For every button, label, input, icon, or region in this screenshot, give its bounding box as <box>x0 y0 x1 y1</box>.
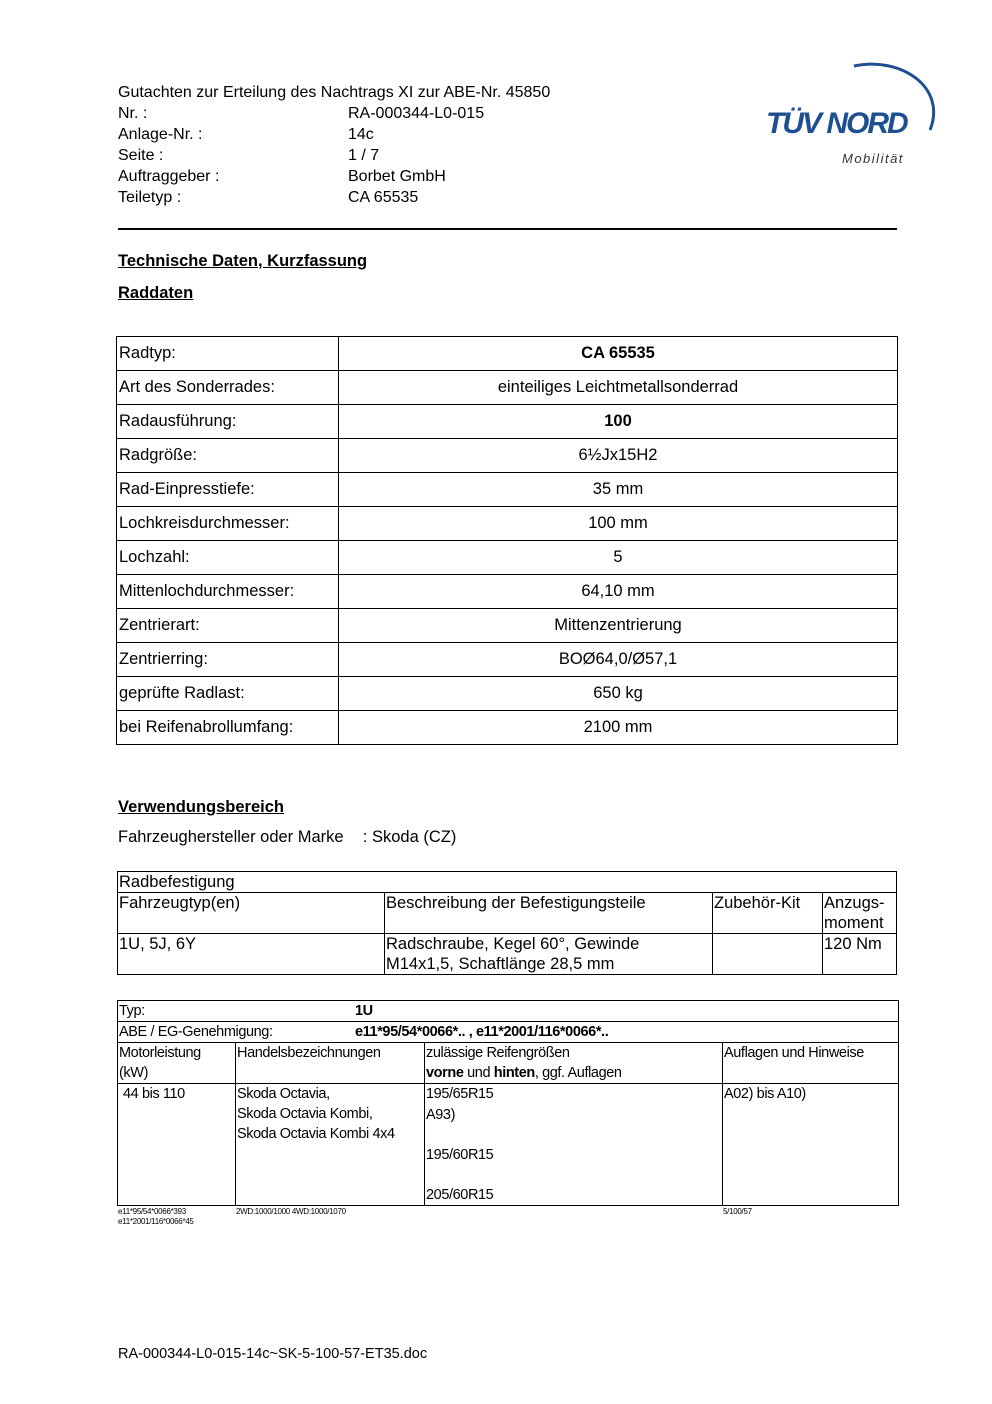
typ-row <box>118 1001 899 1022</box>
verwendung-title: Verwendungsbereich <box>118 798 284 816</box>
raddaten-label: Radtyp: <box>117 337 339 371</box>
raddaten-value: 6½Jx15H2 <box>339 439 898 473</box>
typ-footnote-1: e11*95/54*0066*393 e11*2001/116*0066*45 <box>118 1207 194 1226</box>
auflagen-value: A02) bis A10) <box>723 1084 899 1206</box>
section-subtitle: Raddaten <box>118 284 194 302</box>
typ-table <box>117 1000 899 1206</box>
col-motorleistung: Motorleistung (kW) <box>118 1043 236 1084</box>
raddaten-value: 650 kg <box>339 677 898 711</box>
logo-subtitle: Mobilität <box>842 151 904 166</box>
befestigung-table <box>117 871 897 975</box>
col-handelsbezeichnungen: Handelsbezeichnungen <box>236 1043 425 1084</box>
bef-header-kit: Zubehör-Kit <box>713 893 823 934</box>
raddaten-value: 5 <box>339 541 898 575</box>
hersteller-value: Skoda (CZ) <box>371 828 457 846</box>
bef-kit <box>713 934 823 975</box>
abe-row <box>118 1022 899 1043</box>
tuv-nord-logo <box>762 58 942 173</box>
header-field-anlage: Anlage-Nr. : 14c <box>118 126 374 143</box>
section-title: Technische Daten, Kurzfassung <box>118 252 368 270</box>
raddaten-row <box>117 439 898 473</box>
hersteller-sep: : <box>362 828 368 846</box>
raddaten-value: 2100 mm <box>339 711 898 745</box>
abe-label: ABE / EG-Genehmigung: <box>119 1024 273 1040</box>
bef-beschreibung: Radschraube, Kegel 60°, Gewinde M14x1,5, Schaftlänge 28,5 mm <box>385 934 713 975</box>
bef-header-beschreibung: Beschreibung der Befestigungsteile <box>385 893 713 934</box>
raddaten-value: einteiliges Leichtmetallsonderrad <box>339 371 898 405</box>
raddaten-row <box>117 643 898 677</box>
table-row <box>118 934 897 975</box>
bef-header-typ: Fahrzeugtyp(en) <box>118 893 385 934</box>
raddaten-value: 64,10 mm <box>339 575 898 609</box>
footer-filename: RA-000344-L0-015-14c~SK-5-100-57-ET35.doc <box>118 1346 428 1362</box>
raddaten-label: geprüfte Radlast: <box>117 677 339 711</box>
raddaten-row <box>117 337 898 371</box>
raddaten-value: 100 mm <box>339 507 898 541</box>
typ-footnote-4: 5/100/57 <box>723 1207 752 1216</box>
leistung-value: 44 bis 110 <box>118 1084 236 1206</box>
raddaten-row <box>117 541 898 575</box>
header-field-seite: Seite : 1 / 7 <box>118 147 380 164</box>
raddaten-value: BOØ64,0/Ø57,1 <box>339 643 898 677</box>
hersteller-line <box>118 828 456 847</box>
col-reifengroessen: zulässige Reifengrößen vorne und hinten, ggf. Auflagen <box>425 1043 723 1084</box>
raddaten-label: Zentrierring: <box>117 643 339 677</box>
hersteller-label: Fahrzeughersteller oder Marke <box>118 828 344 846</box>
raddaten-value: Mittenzentrierung <box>339 609 898 643</box>
document-header <box>118 82 550 208</box>
bef-typ: 1U, 5J, 6Y <box>118 934 385 975</box>
raddaten-row <box>117 473 898 507</box>
header-title: Gutachten zur Erteilung des Nachtrags XI zur ABE-Nr. 45850 <box>118 84 551 101</box>
raddaten-row <box>117 405 898 439</box>
header-field-nr: Nr. : RA-000344-L0-015 <box>118 105 485 122</box>
raddaten-row <box>117 677 898 711</box>
raddaten-label: bei Reifenabrollumfang: <box>117 711 339 745</box>
raddaten-value: 35 mm <box>339 473 898 507</box>
bef-header-moment: Anzugs- moment <box>823 893 897 934</box>
raddaten-label: Radgröße: <box>117 439 339 473</box>
raddaten-label: Art des Sonderrades: <box>117 371 339 405</box>
typ-label: Typ: <box>119 1003 145 1019</box>
reifen-values: 195/65R15 A93) 195/60R15 205/60R15 <box>425 1084 723 1206</box>
raddaten-label: Radausführung: <box>117 405 339 439</box>
raddaten-label: Mittenlochdurchmesser: <box>117 575 339 609</box>
raddaten-value: CA 65535 <box>339 337 898 371</box>
raddaten-row <box>117 371 898 405</box>
header-divider <box>118 228 897 230</box>
table-row <box>118 1084 899 1206</box>
raddaten-row <box>117 575 898 609</box>
raddaten-row <box>117 609 898 643</box>
bef-moment: 120 Nm <box>823 934 897 975</box>
abe-value: e11*95/54*0066*.. , e11*2001/116*0066*.. <box>355 1024 609 1040</box>
raddaten-label: Lochzahl: <box>117 541 339 575</box>
raddaten-table <box>116 336 898 745</box>
handel-values: Skoda Octavia, Skoda Octavia Kombi, Skoda Octavia Kombi 4x4 <box>236 1084 425 1206</box>
typ-value: 1U <box>355 1003 373 1019</box>
raddaten-row <box>117 507 898 541</box>
raddaten-label: Rad-Einpresstiefe: <box>117 473 339 507</box>
raddaten-label: Zentrierart: <box>117 609 339 643</box>
befestigung-title: Radbefestigung <box>118 872 897 893</box>
raddaten-value: 100 <box>339 405 898 439</box>
header-field-auftraggeber: Auftraggeber : Borbet GmbH <box>118 168 446 185</box>
raddaten-row <box>117 711 898 745</box>
col-auflagen: Auflagen und Hinweise <box>723 1043 899 1084</box>
logo-brand: TÜV NORD <box>766 107 907 140</box>
typ-footnote-2: 2WD:1000/1000 4WD:1000/1070 <box>236 1207 346 1216</box>
header-field-teiletyp: Teiletyp : CA 65535 <box>118 189 419 206</box>
raddaten-label: Lochkreisdurchmesser: <box>117 507 339 541</box>
